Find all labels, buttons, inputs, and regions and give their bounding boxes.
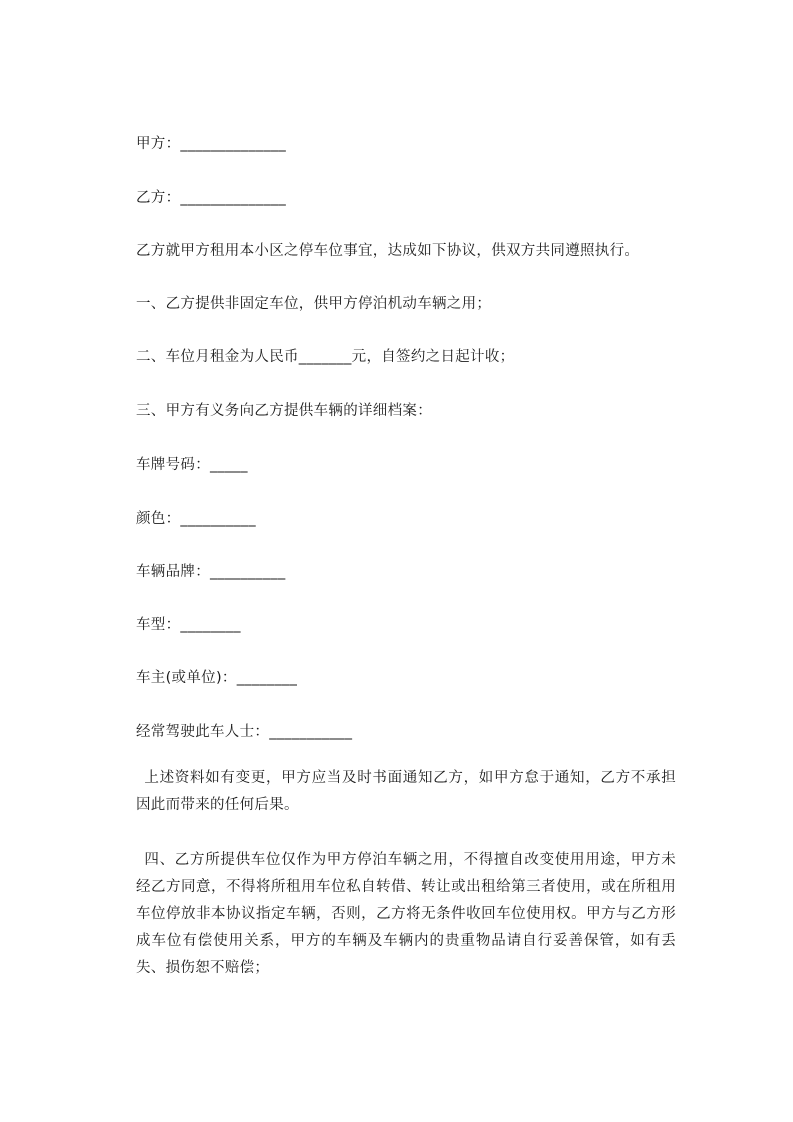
notice-text: 上述资料如有变更，甲方应当及时书面通知乙方，如甲方怠于通知，乙方不承担因此而带来的任何后果。 [136,770,676,813]
vehicle-owner-field: 车主(或单位)：________ [136,670,298,686]
party-a-line: 甲方：______________ [136,136,287,152]
clause-4-text: 四、乙方所提供车位仅作为甲方停泊车辆之用，不得擅自改变使用用途，甲方未经乙方同意，不得将所租用车位私自转借、转让或出租给第三者使用，或在所租用车位停放非本协议指定车辆，否则，乙方将无条件收回车位使用权。甲方与乙方形成车位有偿使用关系，甲方的车辆及车辆内的贵重物品请自行妥善保管，如有丢失、损伤恕不赔偿； [136,852,676,976]
vehicle-brand-field: 车辆品牌：__________ [136,564,286,580]
vehicle-model-field: 车型：________ [136,617,241,633]
clause-2: 二、车位月租金为人民币_______元，自签约之日起计收； [136,349,515,365]
party-b-line: 乙方：______________ [136,190,287,206]
intro-text: 乙方就甲方租用本小区之停车位事宜，达成如下协议，供双方共同遵照执行。 [136,243,640,259]
clause-1: 一、乙方提供非固定车位，供甲方停泊机动车辆之用； [136,296,492,312]
vehicle-plate-field: 车牌号码：_____ [136,457,248,473]
clause-3: 三、甲方有义务向乙方提供车辆的详细档案： [136,403,432,419]
vehicle-driver-field: 经常驾驶此车人士：___________ [136,724,353,740]
notice-paragraph [136,765,676,819]
clause-4-paragraph [136,847,676,982]
vehicle-color-field: 颜色：__________ [136,511,256,527]
